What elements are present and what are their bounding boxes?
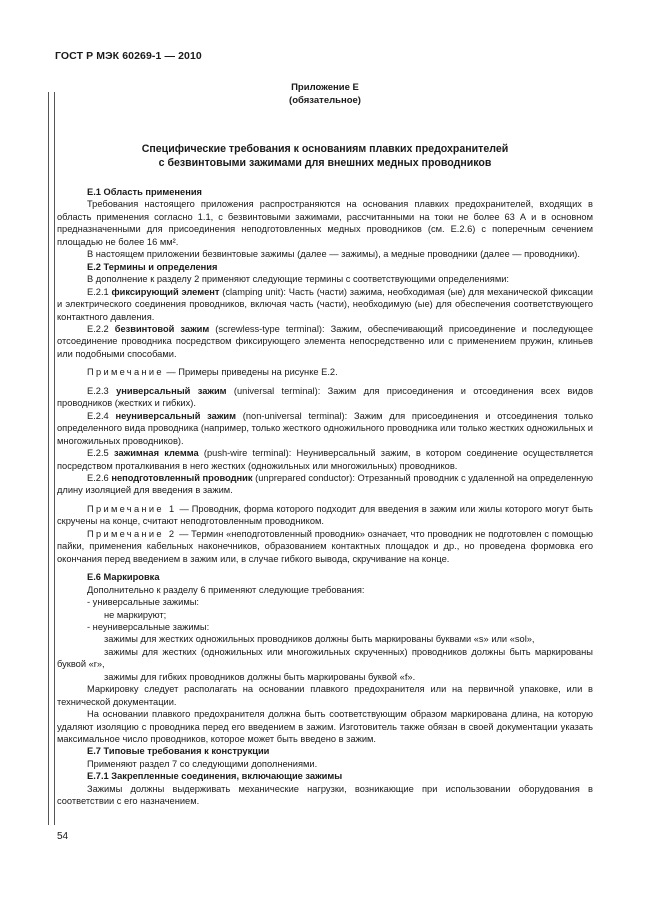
annex-heading xyxy=(57,142,593,170)
paragraph: В настоящем приложении безвинтовые зажимы (далее — зажимы), а медные проводники (далее — проводники). xyxy=(87,249,580,260)
note xyxy=(57,366,593,378)
term-text: (universal terminal): Зажим для присоединения и отсоединения всех видов проводников (жестких и гибких). xyxy=(57,385,594,409)
list-subitem: зажимы для жестких (одножильных или многожильных скрученных) проводников должны быть маркированы буквой «r», xyxy=(57,646,593,670)
paragraph: Применяют раздел 7 со следующими дополнениями. xyxy=(87,758,318,769)
term-definition xyxy=(57,323,593,360)
list-item: - неуниверсальные зажимы: xyxy=(87,621,210,632)
note-text: — Проводник, форма которого подходит для введения в зажим или жилы которого могут быть скручены на конце, считают неподготовленным проводником. xyxy=(57,503,593,527)
term-definition xyxy=(57,385,593,410)
term-text: (non-universal terminal): Зажим для присоединения и отсоединения только определенного вида проводника (например, только жесткого одножильного проводника или только жестких одножильных и многожильных проводников). xyxy=(57,410,593,446)
term-text: (screwless-type terminal): Зажим, обеспечивающий присоединение и последующее отсоединение проводника посредством фиксирующего элемента непосредственно или с применением пружин, клиньев или подобными способами. xyxy=(57,323,593,359)
section-title-e6: Е.6 Маркировка xyxy=(87,572,160,583)
annex-heading-line-1: Специфические требования к основаниям плавких предохранителей xyxy=(141,143,509,155)
document-header: ГОСТ Р МЭК 60269-1 — 2010 xyxy=(55,50,202,62)
paragraph: Маркировку следует располагать на основании плавкого предохранителя или на первичной упаковке, или в технической документации. xyxy=(57,684,593,707)
note-label: Примечание xyxy=(87,367,164,378)
term-number: Е.2.1 xyxy=(87,286,112,297)
term-name: зажимная клемма xyxy=(113,448,199,459)
term-text: (push-wire terminal): Неуниверсальный зажим, в котором соединение осуществляется посредством проталкивания в него жестких (одножильных или многожильных) проводников. xyxy=(57,448,594,471)
note-label: Примечание 1 xyxy=(87,503,177,514)
list-item: - универсальные зажимы: xyxy=(87,597,199,608)
list-subitem: не маркируют; xyxy=(104,609,167,620)
term-definition xyxy=(57,410,593,447)
note-text: — Термин «неподготовленный проводник» означает, что проводник не подготовлен с помощью пайки, применения кабельных наконечников, образованием контактных площадок и др., но проведена формовка его окончания перед введением в зажим или, в случае гибкого вывода, скручивание на конце. xyxy=(57,528,593,564)
term-number: Е.2.4 xyxy=(87,410,116,421)
annex-status: (обязательное) xyxy=(289,94,361,106)
paragraph: Требования настоящего приложения распространяются на основания плавких предохранителей, входящих в область применения согласно 1.1, с безвинтовыми зажимами, рассчитанными на токи не более 63 А и в основном предназначенными для присоединения неподготовленных медных проводников (см. Е.2.6) с поперечным сечением площадью не более 16 мм². xyxy=(57,199,593,247)
term-number: Е.2.2 xyxy=(87,323,115,334)
term-definition xyxy=(57,472,593,497)
page-content xyxy=(57,82,593,808)
paragraph: На основании плавкого предохранителя должна быть соответствующим образом маркирована длина, на которую удаляют изоляцию с проводника перед его введением в зажим. Изготовитель также обязан в своей документации указать максимальное число проводников, которое может быть введено в зажим. xyxy=(57,709,593,745)
paragraph: Зажимы должны выдерживать механические нагрузки, возникающие при использовании оборудования в соответствии с его назначением. xyxy=(57,783,593,807)
term-definition xyxy=(57,286,593,323)
term-name: неуниверсальный зажим xyxy=(115,410,237,421)
annex-title: Приложение Е xyxy=(291,82,359,93)
note xyxy=(57,503,593,528)
list-subitem: зажимы для жестких одножильных проводников должны быть маркированы буквами «s» или «sol», xyxy=(104,634,535,645)
term-number: Е.2.6 xyxy=(87,472,112,483)
list-subitem: зажимы для гибких проводников должны быть маркированы буквой «f». xyxy=(104,671,416,682)
term-name: универсальный зажим xyxy=(116,385,227,396)
term-name: фиксирующий элемент xyxy=(111,286,220,297)
section-title-e1: Е.1 Область применения xyxy=(87,187,202,197)
note xyxy=(57,528,593,565)
section-title-e2: Е.2 Термины и определения xyxy=(87,261,218,272)
paragraph: Дополнительно к разделу 6 применяют следующие требования: xyxy=(87,584,365,595)
term-name: безвинтовой зажим xyxy=(114,323,210,334)
term-name: неподготовленный проводник xyxy=(111,472,253,483)
term-number: Е.2.3 xyxy=(87,385,117,396)
term-definition xyxy=(57,447,593,472)
term-text: (clamping unit): Часть (части) зажима, необходимая (ые) для механической фиксации и электрического соединения проводников, включая часть (части), необходимую (ые) для обеспечения соответствующего контактного давления. xyxy=(57,286,593,322)
subsection-title-e71: Е.7.1 Закрепленные соединения, включающие зажимы xyxy=(87,771,343,782)
term-text: (unprepared conductor): Отрезанный проводник с удаленной на определенную длину изоляцией для введения в зажим. xyxy=(57,472,594,496)
paragraph: В дополнение к разделу 2 применяют следующие термины с соответствующими определениями: xyxy=(87,274,509,285)
note-text: — Примеры приведены на рисунке Е.2. xyxy=(163,367,338,378)
section-title-e7: Е.7 Типовые требования к конструкции xyxy=(87,746,270,757)
page-number: 54 xyxy=(57,831,69,842)
term-number: Е.2.5 xyxy=(87,448,114,459)
annex-heading-line-2: с безвинтовыми зажимами для внешних медных проводников xyxy=(158,157,492,169)
revision-bar xyxy=(48,92,55,825)
note-label: Примечание 2 xyxy=(87,528,177,539)
